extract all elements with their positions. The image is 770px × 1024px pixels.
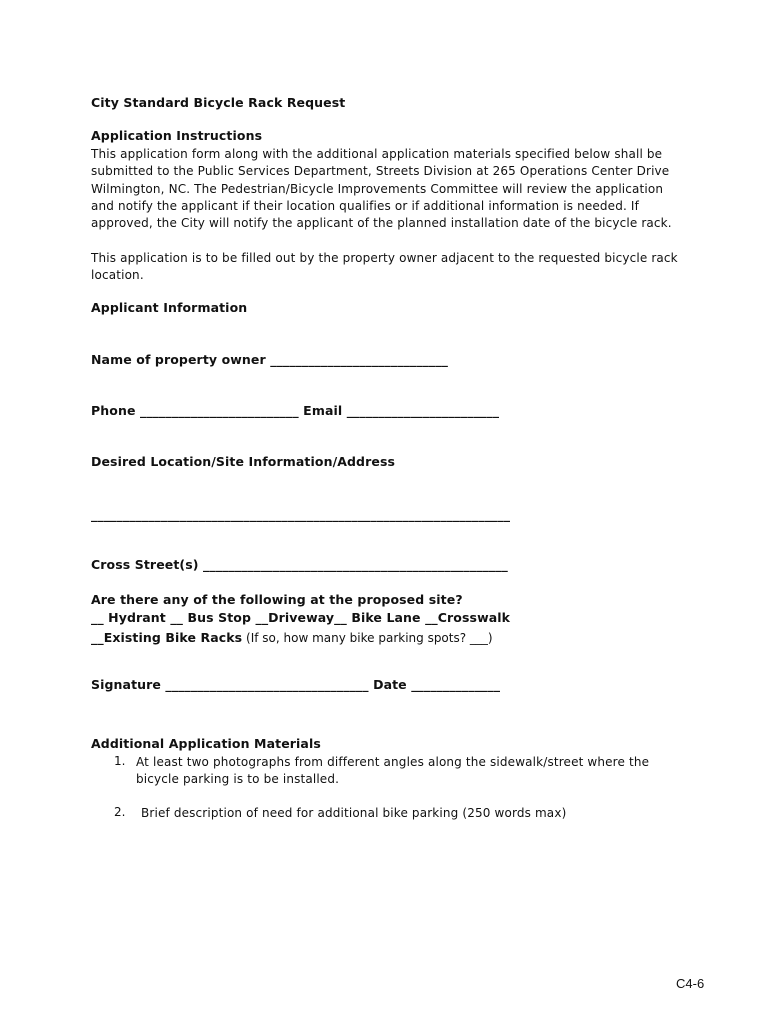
materials-heading: Additional Application Materials — [91, 736, 321, 751]
instructions-line: and notify the applicant if their location qualifies or if additional information is needed. If — [91, 198, 639, 213]
existing-bike-racks-option[interactable]: __Existing Bike Racks — [91, 630, 243, 645]
location-blank-line[interactable]: __________________________________________________________________ — [91, 507, 511, 522]
material-line: At least two photographs from different angles along the sidewalk/street where the — [136, 755, 650, 769]
owner-note-line: This application is to be filled out by the property owner adjacent to the requested bicycle rack — [91, 251, 678, 265]
material-number: 2. — [114, 805, 126, 819]
bike-parking-spots-question: (If so, how many bike parking spots? ___) — [242, 631, 493, 645]
material-item — [141, 805, 566, 822]
instructions-line: Wilmington, NC. The Pedestrian/Bicycle Improvements Committee will review the application — [91, 181, 664, 196]
applicant-info-heading: Applicant Information — [91, 300, 248, 315]
owner-note-paragraph — [91, 250, 681, 285]
instructions-paragraph — [91, 146, 681, 232]
instructions-line: approved, the City will notify the applicant of the planned installation date of the bicycle rack. — [91, 216, 672, 231]
location-heading: Desired Location/Site Information/Address — [91, 454, 396, 469]
site-options-line-2[interactable] — [91, 627, 493, 646]
form-title: City Standard Bicycle Rack Request — [91, 95, 346, 110]
instructions-line: submitted to the Public Services Department, Streets Division at 265 Operations Center Drive — [91, 164, 670, 179]
page-code: C4-6 — [676, 976, 705, 991]
material-number: 1. — [114, 754, 126, 768]
material-item — [136, 754, 649, 788]
site-question: Are there any of the following at the proposed site? — [91, 592, 463, 607]
cross-street-field[interactable]: Cross Street(s) ________________________________________________ — [91, 557, 508, 572]
material-line: bicycle parking is to be installed. — [136, 772, 340, 786]
phone-email-field[interactable]: Phone _________________________ Email ________________________ — [91, 403, 500, 418]
owner-note-line: location. — [91, 268, 144, 283]
owner-name-field[interactable]: Name of property owner ____________________________ — [91, 352, 449, 367]
instructions-line: This application form along with the additional application materials specified below shall be — [91, 147, 663, 161]
signature-date-field[interactable]: Signature ________________________________ Date ______________ — [91, 677, 501, 692]
site-options-line-1[interactable]: __ Hydrant __ Bus Stop __Driveway__ Bike Lane __Crosswalk — [91, 610, 511, 625]
instructions-heading: Application Instructions — [91, 128, 263, 143]
material-line: Brief description of need for additional bike parking (250 words max) — [141, 806, 567, 820]
